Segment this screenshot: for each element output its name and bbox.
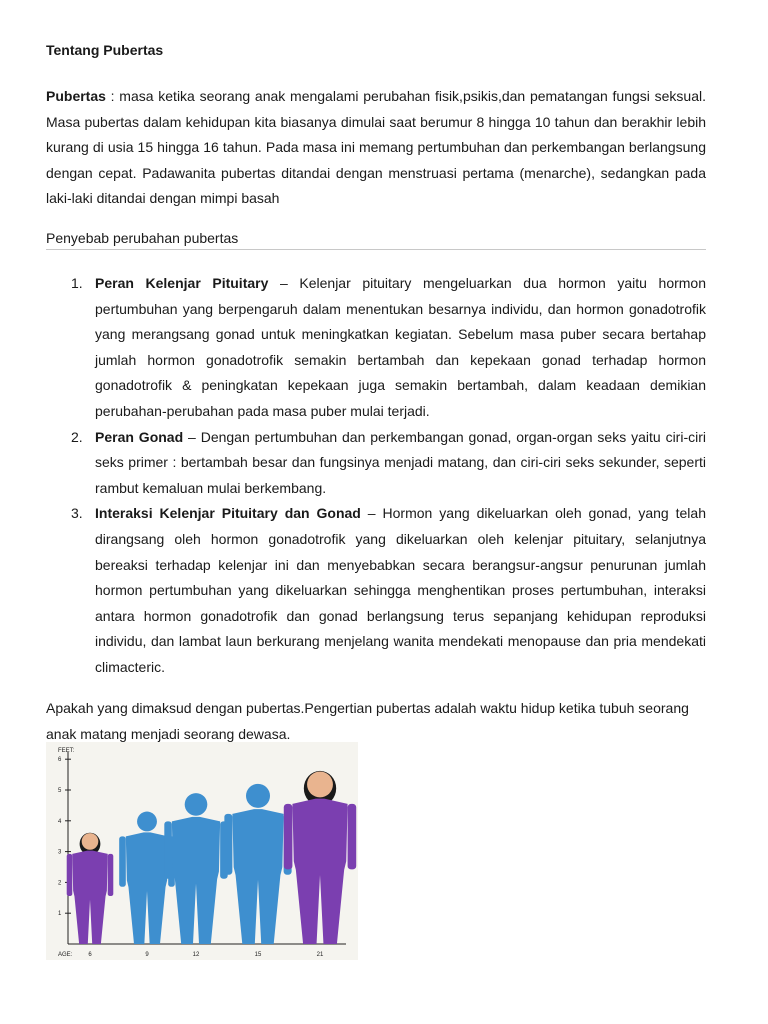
list-number: 1. bbox=[71, 275, 83, 291]
age-label: AGE: bbox=[58, 952, 73, 958]
list-item-title: Interaksi Kelenjar Pituitary dan Gonad bbox=[95, 505, 361, 522]
intro-paragraph bbox=[46, 84, 706, 212]
age-tick-label: 15 bbox=[254, 952, 262, 958]
head-shape bbox=[137, 812, 157, 832]
list-item bbox=[46, 425, 706, 502]
list-number: 3. bbox=[71, 505, 83, 522]
body-shape bbox=[232, 809, 283, 944]
head-shape bbox=[246, 784, 270, 808]
arm-shape bbox=[108, 854, 114, 896]
feet-tick-label: 4 bbox=[58, 818, 62, 825]
body-shape bbox=[126, 832, 168, 944]
feet-tick-label: 2 bbox=[58, 880, 62, 887]
feet-tick-label: 5 bbox=[58, 788, 62, 794]
age-tick-label: 21 bbox=[316, 952, 324, 958]
head-shape bbox=[307, 772, 333, 798]
list-item-text: – Hormon yang dikeluarkan oleh gonad, yang telah dirangsang oleh hormon gonadotrofik yang dikeluarkan oleh kelenjar pituitary, selanjutnya bereaksi terhadap kelenjar ini dan menyebabkan secara berangsur-angsur penurunan jumlah hormon pertumbuhan yang dikeluarkan sehingga menghentikan proses pertumbuhan, interaksi antara hormon gonadotrofik dan gonad berlangsung terus sepanjang kehidupan reproduksi individu, dan lambat laun berkurang menjelang wanita mendekati menopause dan pria mendekati climacteric. bbox=[95, 505, 706, 675]
list-item bbox=[46, 501, 706, 680]
arm-shape bbox=[67, 854, 73, 896]
arm-shape bbox=[119, 836, 126, 886]
page-title: Tentang Pubertas bbox=[46, 42, 164, 58]
intro-text: : masa ketika seorang anak mengalami perubahan fisik,psikis,dan pematangan fungsi seksual. Masa pubertas dalam kehidupan kita biasanya dimulai saat berumur 8 hingga 10 tahun dan berakhir lebih kurang di usia 15 hingga 16 tahun. Pada masa ini memang pertumbuhan dan perkembangan berlangsung dengan cepat. Padawanita pubertas ditandai dengan menstruasi pertama (menarche), sedangkan pada laki-laki ditandai dengan mimpi basah bbox=[46, 88, 706, 207]
list-item-title: Peran Kelenjar Pituitary bbox=[95, 275, 269, 291]
feet-tick-label: 1 bbox=[58, 911, 62, 918]
list-number: 2. bbox=[71, 428, 83, 445]
arm-shape bbox=[224, 814, 232, 875]
feet-tick-label: 6 bbox=[58, 757, 62, 764]
intro-term: Pubertas bbox=[46, 88, 106, 104]
age-tick-label: 12 bbox=[192, 952, 200, 958]
growth-figure bbox=[46, 742, 358, 960]
causes-list bbox=[46, 271, 706, 681]
body-shape bbox=[172, 817, 220, 944]
body-shape bbox=[292, 799, 347, 944]
list-item-title: Peran Gonad bbox=[95, 428, 184, 445]
list-item-text: – Kelenjar pituitary mengeluarkan dua hormon yaitu hormon pertumbuhan yang berpengaruh dalam menentukan besarnya individu, dan hormon gonadotrofik yang merangsang gonad untuk meningkatkan kegiatan. Sebelum masa puber secara bertahap jumlah hormon gonadotrofik semakin bertambah dan kepekaan gonad terhadap hormon gonadotrofik & peningkatan kepekaan juga semakin bertambah, dalam keadaan demikian perubahan-perubahan pada masa puber mulai terjadi. bbox=[95, 275, 706, 419]
body-shape bbox=[72, 851, 107, 944]
section-heading: Penyebab perubahan pubertas bbox=[46, 230, 706, 250]
list-item bbox=[46, 271, 706, 425]
arm-shape bbox=[164, 821, 172, 878]
feet-label: FEET: bbox=[58, 748, 75, 754]
growth-illustration bbox=[46, 742, 358, 960]
age-tick-label: 9 bbox=[145, 952, 149, 958]
list-item-text: – Dengan pertumbuhan dan perkembangan gonad, organ-organ seks yaitu ciri-ciri seks primer : bertambah besar dan fungsinya menjadi matang, dan ciri-ciri seks sekunder, seperti rambut kemaluan mulai berkembang. bbox=[95, 428, 706, 496]
head-shape bbox=[82, 833, 99, 850]
arm-shape bbox=[348, 804, 357, 870]
arm-shape bbox=[284, 804, 293, 870]
feet-tick-label: 3 bbox=[58, 849, 62, 856]
closing-paragraph: Apakah yang dimaksud dengan pubertas.Pengertian pubertas adalah waktu hidup ketika tubuh seorang anak matang menjadi seorang dewasa. bbox=[46, 700, 689, 742]
head-shape bbox=[185, 793, 208, 816]
age-tick-label: 6 bbox=[88, 952, 92, 958]
